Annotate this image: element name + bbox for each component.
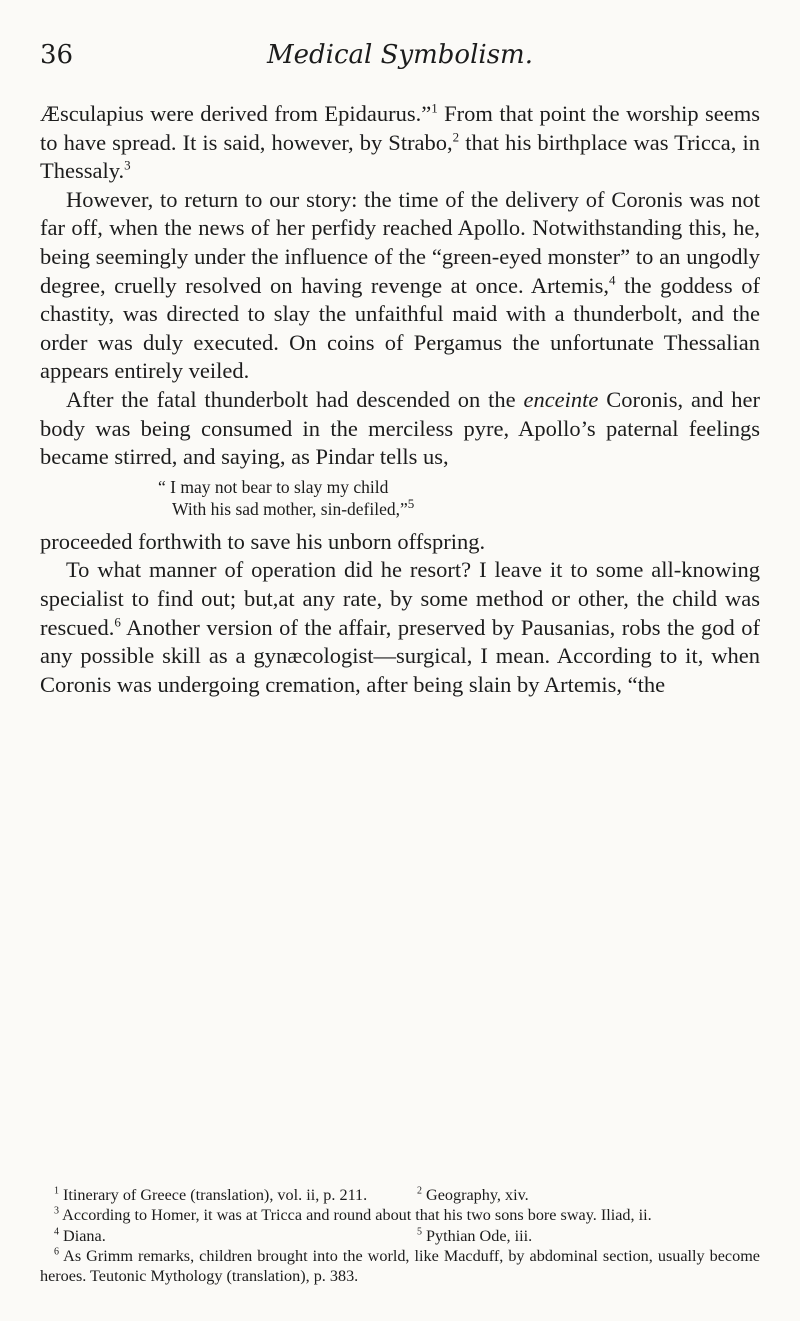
footnote-4: $^4$ Diana. [54, 1226, 106, 1245]
footnote-3: $^3$ According to Homer, it was at Tricca and round about that his two sons bore sway. Iliad, ii. [54, 1205, 652, 1225]
footnote-row-1-2 [40, 1185, 760, 1205]
page-header [40, 40, 760, 80]
footnote-ref-6: 6 [114, 614, 121, 629]
footnote-6: $^6$ As Grimm remarks, children brought into the world, like Macduff, by abdominal section, usually become heroes. Teutonic Mythology (translation), p. 383. [40, 1246, 760, 1286]
page-number: 36 [40, 40, 74, 70]
footnotes [40, 1185, 760, 1286]
footnote-2: $^2$ Geography, xiv. [417, 1185, 529, 1204]
quote-line-2: With his sad mother, sin-defiled,”$^5$ [172, 495, 415, 519]
verse-quote [158, 476, 760, 520]
paragraph-2: However, to return to our story: the time of the delivery of Coronis was not far off, when the news of her perfidy reached Apollo. Notwithstanding this, he, being seemingly under the influence of the “green-eyed monster” to an ungodly degree, cruelly resolved on having revenge at once. Artemis,$^4$ the goddess of chastity, was directed to slay the unfaithful maid with a thunderbolt, and the order was duly executed. On coins of Pergamus the unfortunate Thessalian appears entirely veiled. [40, 186, 760, 384]
footnote-5: $^5$ Pythian Ode, iii. [417, 1226, 533, 1245]
footnote-row-4-5 [40, 1226, 760, 1246]
emphasis-enceinte: enceinte [523, 386, 599, 412]
paragraph-5: To what manner of operation did he resort? I leave it to some all-knowing specialist to find out; but,at any rate, by some method or other, the child was rescued.$^6$ Another version of the affair, preserved by Pausanias, robs the god of any possible skill as a gynæcologist—surgical, I mean. According to it, when Coronis was undergoing cremation, after being slain by Artemis, “the [40, 557, 760, 697]
paragraph-4: proceeded forthwith to save his unborn offspring. [40, 528, 486, 554]
footnote-ref-1: 1 [431, 100, 438, 116]
footnote-ref-4: 4 [609, 272, 616, 288]
footnote-ref-2: 2 [452, 129, 460, 145]
running-title: Medical Symbolism. [267, 40, 533, 70]
footnote-ref-3: 3 [124, 157, 131, 173]
footnote-ref-5: 5 [407, 495, 415, 511]
quote-line-1: “ I may not bear to slay my child [158, 476, 389, 497]
footnote-1: $^1$ Itinerary of Greece (translation), vol. ii, p. 211. [54, 1185, 368, 1204]
body-text [40, 100, 760, 699]
paragraph-3: After the fatal thunderbolt had descended on the enceinte Coronis, and her body was being consumed in the merciless pyre, Apollo’s paternal feelings became stirred, and saying, as Pindar tells us, [40, 386, 760, 470]
paragraph-1: Æsculapius were derived from Epidaurus.”$^1$ From that point the worship seems to have spread. It is said, however, by Strabo,$^2$ that his birthplace was Tricca, in Thessaly.$^3$ [40, 100, 760, 184]
